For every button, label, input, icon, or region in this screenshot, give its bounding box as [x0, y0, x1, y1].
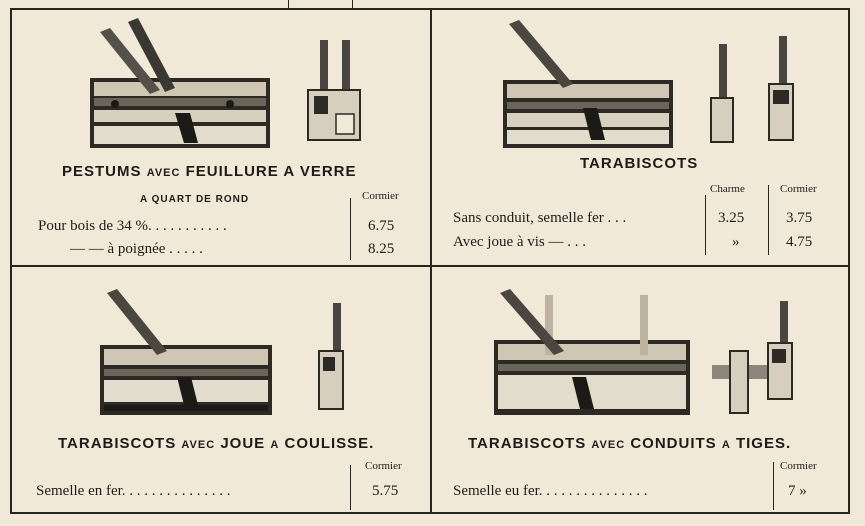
price-column-divider: [705, 195, 706, 255]
price-value: 6.75: [368, 218, 395, 234]
left-border: [10, 8, 12, 514]
pestum-plane-illustration: [80, 18, 380, 153]
price-column-divider: [350, 465, 351, 510]
column-header-cormier: Cormier: [362, 190, 399, 202]
price-value-charme: »: [732, 234, 740, 250]
panel-title: PESTUMS AVEC FEUILLURE A VERRE: [62, 163, 357, 180]
price-row-label: Avec joue à vis — . . .: [453, 234, 587, 250]
column-header-cormier: Cormier: [780, 460, 817, 472]
price-row-label: Sans conduit, semelle fer . . .: [453, 210, 627, 226]
price-row-label: Semelle eu fer. . . . . . . . . . . . . . .: [453, 483, 648, 499]
price-value: 5.75: [372, 483, 399, 499]
middle-divider-vertical: [430, 8, 432, 514]
right-border: [848, 8, 850, 514]
price-row-label: Pour bois de 34 %. . . . . . . . . . .: [38, 218, 227, 234]
column-header-cormier: Cormier: [365, 460, 402, 472]
top-stub-left: [288, 0, 289, 10]
price-value: 7 »: [788, 483, 807, 499]
price-value-cormier: 3.75: [786, 210, 813, 226]
price-value-cormier: 4.75: [786, 234, 813, 250]
price-row-label: Semelle en fer. . . . . . . . . . . . . . .: [36, 483, 231, 499]
tarabiscot-conduits-tiges-illustration: [490, 285, 820, 420]
middle-divider-horizontal: [10, 265, 850, 267]
price-row-label: — — à poignée . . . . .: [70, 241, 203, 257]
top-stub-right: [352, 0, 353, 10]
price-column-divider: [773, 462, 774, 510]
panel-title: TARABISCOTS: [580, 155, 699, 172]
panel-title: TARABISCOTS AVEC JOUE A COULISSE.: [58, 435, 375, 452]
price-value: 8.25: [368, 241, 395, 257]
panel-subtitle: A QUART DE ROND: [140, 194, 250, 205]
price-column-divider: [768, 185, 769, 255]
column-header-charme: Charme: [710, 183, 745, 195]
price-value-charme: 3.25: [718, 210, 745, 226]
tarabiscot-plane-illustration: [495, 18, 825, 153]
tarabiscot-joue-coulisse-illustration: [95, 285, 365, 420]
column-header-cormier: Cormier: [780, 183, 817, 195]
panel-title: TARABISCOTS AVEC CONDUITS A TIGES.: [468, 435, 792, 452]
price-column-divider: [350, 198, 351, 260]
